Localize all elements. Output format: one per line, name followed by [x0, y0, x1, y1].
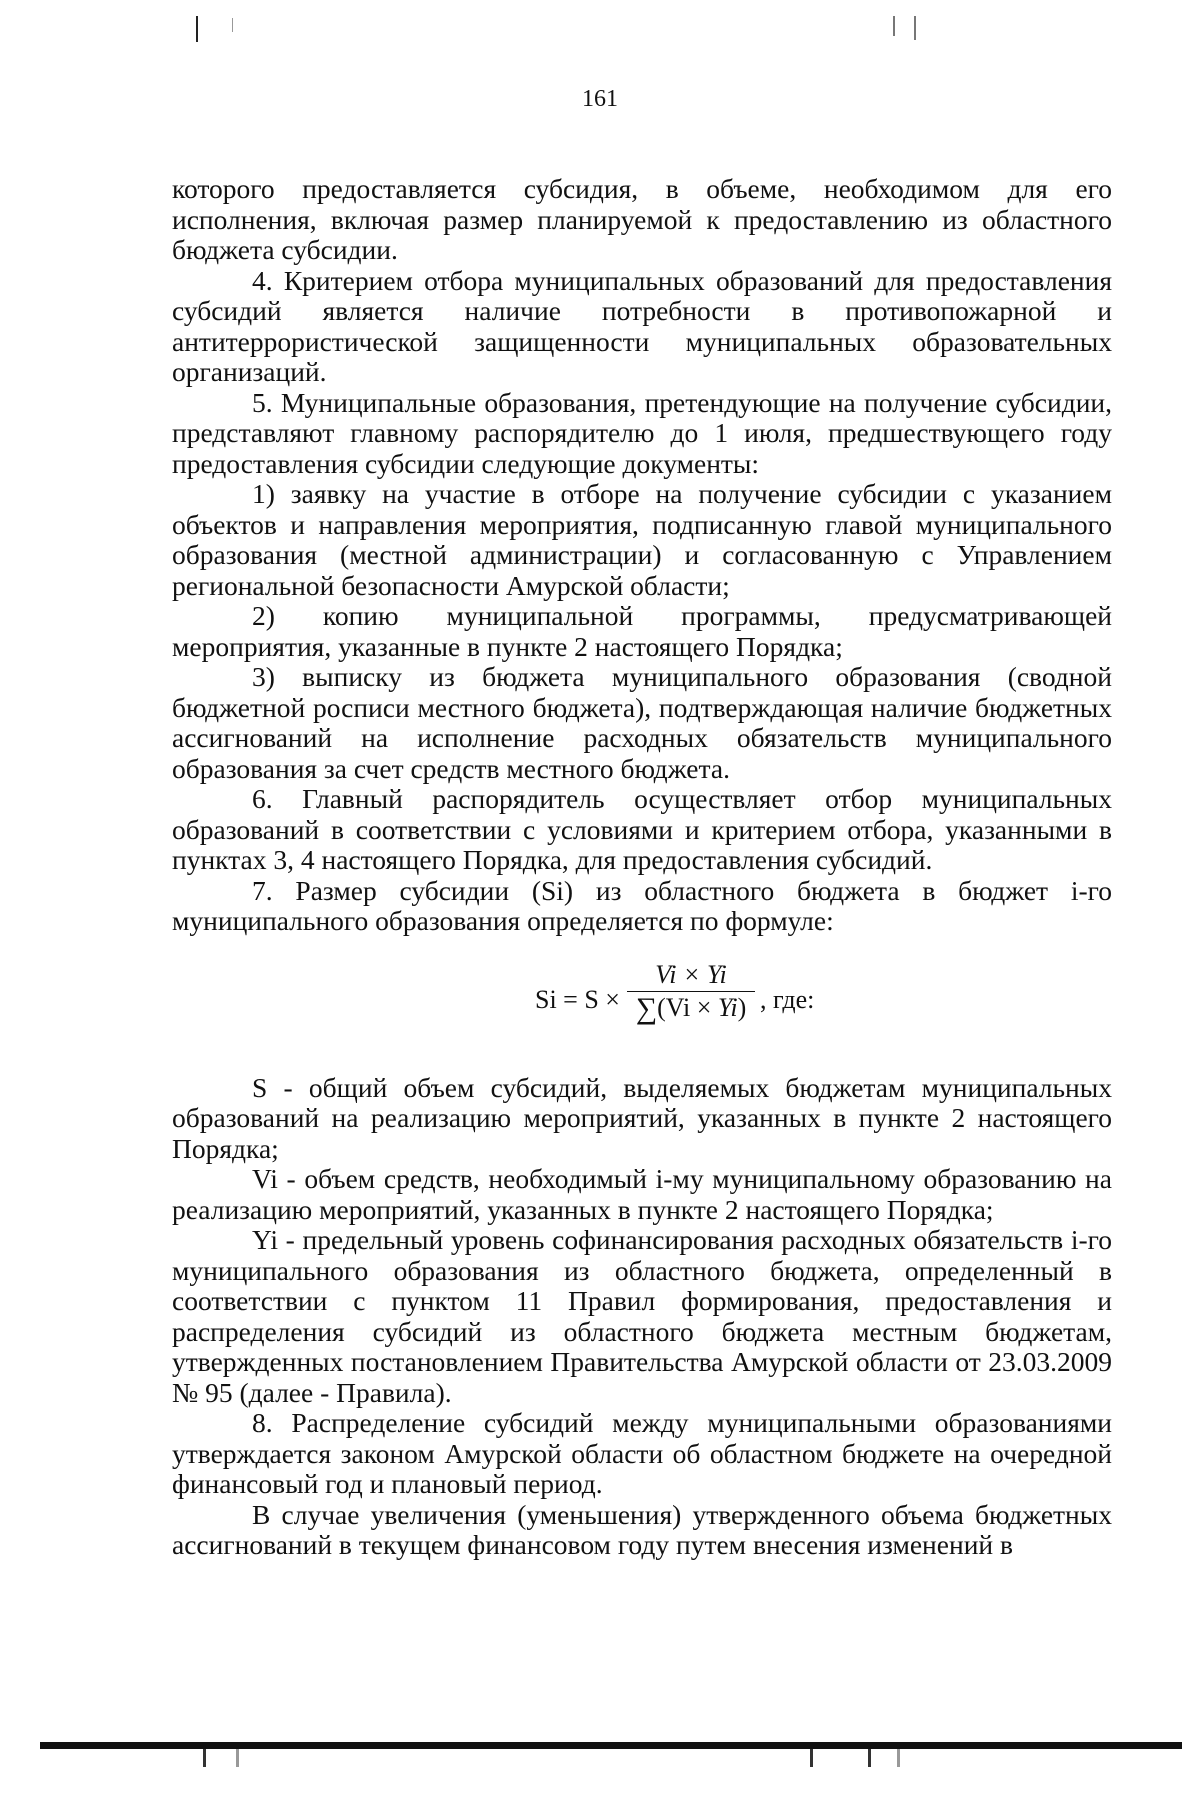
document-body: [172, 174, 1112, 1561]
scan-tick: [810, 1749, 813, 1767]
definition-vi: Vi - объем средств, необходимый i-му муниципальному образованию на реализацию мероприятий, указанных в пункте 2 настоящего Порядка;: [172, 1163, 1112, 1225]
sigma-symbol: ∑: [635, 992, 658, 1025]
paragraph-subitem-1: 1) заявку на участие в отборе на получение субсидии с указанием объектов и направления мероприятия, подписанную главой муниципального образования (местной администрации) и согласованную с Управлением региональной безопасности Амурской области;: [172, 478, 1112, 601]
paragraph-item-6: 6. Главный распорядитель осуществляет отбор муниципальных образований в соответствии с условиями и критерием отбора, указанными в пунктах 3, 4 настоящего Порядка, для предоставления субсидий.: [172, 783, 1112, 875]
scan-tick: [868, 1749, 871, 1767]
paragraph-item-8: 8. Распределение субсидий между муниципальными образованиями утверждается законом Амурской области об областном бюджете на очередной финансовый год и плановый период.: [172, 1407, 1112, 1499]
scan-mark-top-left-faint: [232, 18, 233, 32]
formula-denominator-yi: Yi: [717, 993, 738, 1022]
scan-bottom-ticks: [40, 1749, 1182, 1767]
formula-lhs: Si = S ×: [535, 984, 620, 1014]
definition-yi: Yi - предельный уровень софинансирования расходных обязательств i-го муниципального образования из областного бюджета, определенный в соответствии с пунктом 11 Правил формирования, предоставления и распределения субсидий из областного бюджета местным бюджетам, утвержденных постановлением Правительства Амурской области от 23.03.2009 № 95 (далее - Правила).: [172, 1224, 1112, 1408]
scan-mark-top-right-2: [914, 16, 916, 40]
paragraph-item-7: 7. Размер субсидии (Si) из областного бюджета в бюджет i-го муниципального образования определяется по формуле:: [172, 874, 1112, 936]
page-number: 161: [582, 86, 618, 112]
formula-denominator-open: (Vi ×: [657, 993, 718, 1022]
formula-fraction: [627, 960, 755, 1025]
paragraph-item-4: 4. Критерием отбора муниципальных образований для предоставления субсидий является наличие потребности в противопожарной и антитеррористической защищенности муниципальных образовательных организаций.: [172, 264, 1112, 387]
paragraph-subitem-2: 2) копию муниципальной программы, предусматривающей мероприятия, указанные в пункте 2 настоящего Порядка;: [172, 600, 1112, 662]
scan-tick: [203, 1749, 206, 1767]
paragraph-budget-change: В случае увеличения (уменьшения) утвержденного объема бюджетных ассигнований в текущем финансовом году путем внесения изменений в: [172, 1498, 1112, 1560]
scan-tick: [897, 1749, 900, 1767]
formula-tail: , где:: [760, 984, 815, 1014]
definition-s: S - общий объем субсидий, выделяемых бюджетам муниципальных образований на реализацию мероприятий, указанных в пункте 2 настоящего Порядка;: [172, 1071, 1112, 1164]
paragraph-continuation: которого предоставляется субсидия, в объеме, необходимом для его исполнения, включая размер планируемой к предоставлению из областного бюджета субсидии.: [172, 173, 1112, 265]
paragraph-item-5: 5. Муниципальные образования, претендующие на получение субсидии, представляют главному распорядителю до 1 июля, предшествующего году предоставления субсидии следующие документы:: [172, 386, 1112, 479]
formula-denominator: [627, 992, 755, 1025]
scan-mark-top-left: [196, 16, 198, 42]
scan-mark-top-right: [893, 16, 895, 36]
paragraph-subitem-3: 3) выписку из бюджета муниципального образования (сводной бюджетной росписи местного бюджета), подтверждающая наличие бюджетных ассигнований на исполнение расходных обязательств муниципального образования за счет средств местного бюджета.: [172, 661, 1112, 784]
subsidy-formula: [172, 943, 1112, 1061]
formula-numerator: Vi × Yi: [627, 960, 755, 993]
formula-denominator-close: ): [737, 993, 747, 1022]
scan-tick: [236, 1749, 239, 1767]
scan-bottom-bar: [40, 1742, 1182, 1749]
